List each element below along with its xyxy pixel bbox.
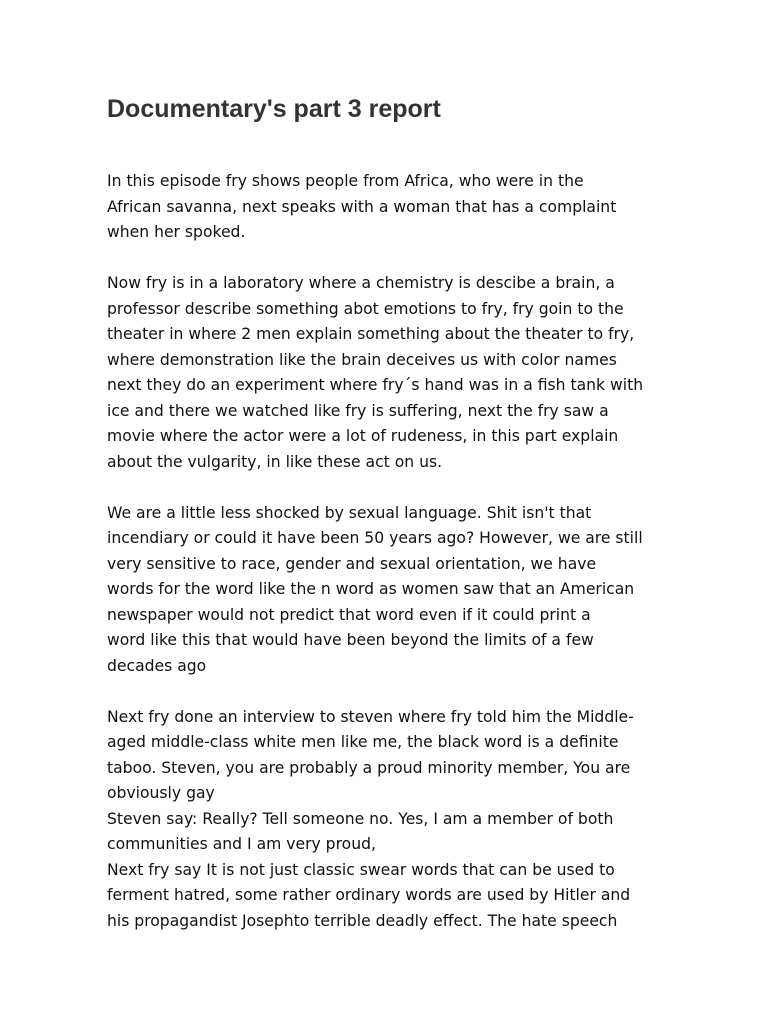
text-line: taboo. Steven, you are probably a proud minority member, You are [107, 758, 631, 777]
text-line: communities and I am very proud, [107, 835, 376, 853]
text-line: Now fry is in a laboratory where a chemistry is descibe a brain, a [107, 274, 615, 292]
paragraph-2 [107, 271, 687, 475]
text-line: ice and there we watched like fry is suffering, next the fry saw a [107, 401, 609, 420]
text-line: African savanna, next speaks with a woman that has a complaint [107, 197, 617, 216]
text-line: Next fry done an interview to steven where fry told him the Middle- [107, 707, 634, 726]
text-line: aged middle-class white men like me, the black word is a definite [107, 733, 619, 751]
text-line: Next fry say It is not just classic swear words that can be used to [107, 860, 615, 879]
text-line: newspaper would not predict that word even if it could print a [107, 605, 591, 624]
paragraph-4 [107, 705, 687, 935]
paragraph-1 [107, 169, 687, 246]
text-line: obviously gay [107, 784, 215, 802]
text-line: We are a little less shocked by sexual language. Shit isn't that [107, 503, 592, 522]
text-line: decades ago [107, 656, 207, 675]
text-line: word like this that would have been beyond the limits of a few [107, 631, 594, 649]
text-line: about the vulgarity, in like these act on us. [107, 452, 443, 471]
text-line: his propagandist Josephto terrible deadly effect. The hate speech [107, 911, 618, 930]
text-line: very sensitive to race, gender and sexual orientation, we have [107, 554, 597, 573]
text-line: incendiary or could it have been 50 years ago? However, we are still [107, 529, 643, 547]
text-line: movie where the actor were a lot of rudeness, in this part explain [107, 427, 619, 445]
text-line: theater in where 2 men explain something about the theater to fry, [107, 325, 635, 343]
text-line: when her spoked. [107, 223, 246, 241]
text-line: professor describe something abot emotions to fry, fry goin to the [107, 299, 624, 318]
text-line: next they do an experiment where fry´s hand was in a fish tank with [107, 376, 644, 394]
text-line: where demonstration like the brain deceives us with color names [107, 350, 617, 369]
text-line: Steven say: Really? Tell someone no. Yes, I am a member of both [107, 809, 614, 828]
document-body [107, 169, 687, 960]
text-line: In this episode fry shows people from Africa, who were in the [107, 172, 584, 190]
document-title: Documentary's part 3 report [107, 95, 441, 123]
text-line: ferment hatred, some rather ordinary words are used by Hitler and [107, 886, 631, 904]
text-line: words for the word like the n word as women saw that an American [107, 580, 635, 598]
paragraph-3 [107, 501, 687, 680]
